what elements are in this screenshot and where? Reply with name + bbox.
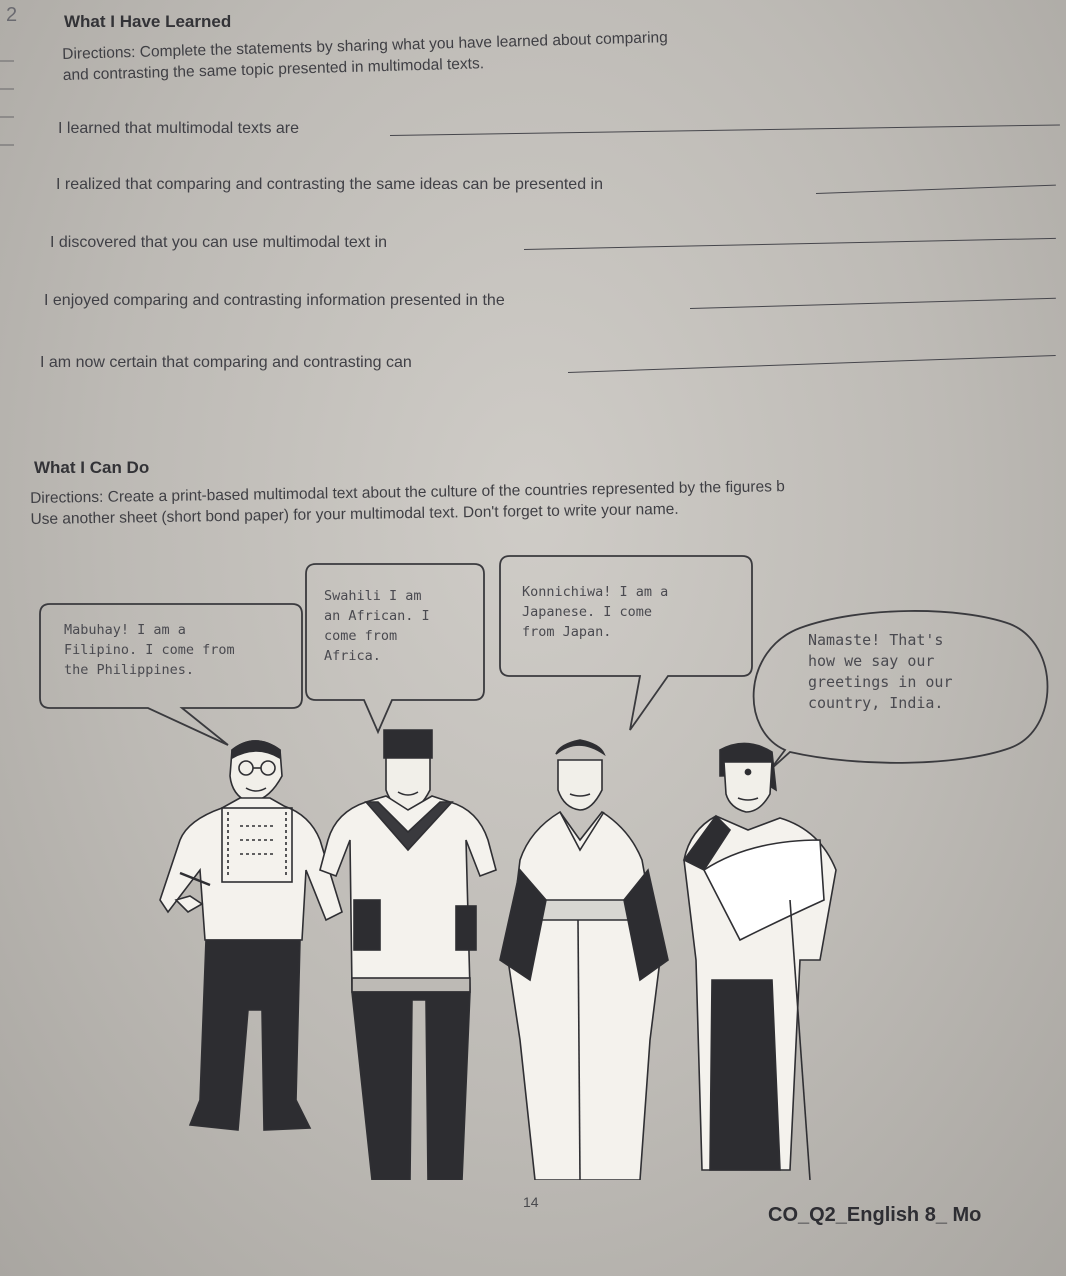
statement-2: I realized that comparing and contrasting the same ideas can be presented in (56, 176, 603, 193)
bubble-text-filipino (64, 620, 235, 680)
directions-line-2: Use another sheet (short bond paper) for your multimodal text. Don't forget to write your name. (30, 500, 679, 528)
figure-filipino (160, 741, 342, 1130)
bubble-line: an African. I (324, 608, 430, 624)
bubble-line: the Philippines. (64, 662, 195, 678)
bubble-line: Filipino. I come from (64, 642, 235, 658)
section-heading-learned: What I Have Learned (64, 12, 232, 31)
statement-3: I discovered that you can use multimodal text in (50, 234, 388, 251)
directions-learned (62, 27, 669, 86)
statement-1: I learned that multimodal texts are (58, 120, 300, 137)
directions-line-1: Directions: Create a print-based multimodal text about the culture of the countries represented by the figures b (30, 478, 785, 507)
directions-line-2: and contrasting the same topic presented in multimodal texts. (62, 55, 485, 84)
answer-blank-3[interactable] (524, 238, 1056, 250)
bubble-text-japanese (522, 582, 668, 642)
bubble-line: Africa. (324, 648, 381, 664)
bubble-line: how we say our (808, 652, 935, 670)
figure-japanese (500, 740, 668, 1180)
answer-blank-5[interactable] (568, 355, 1056, 373)
statement-4: I enjoyed comparing and contrasting information presented in the (44, 292, 505, 309)
section-heading-cando: What I Can Do (34, 458, 150, 477)
bubble-line: come from (324, 628, 398, 644)
bubble-line: Konnichiwa! I am a (522, 584, 669, 600)
directions-line-1: Directions: Complete the statements by sharing what you have learned about comparing (62, 29, 668, 63)
bubble-line: country, India. (808, 694, 944, 712)
margin-mark: 2 (6, 4, 18, 26)
margin-ticks (0, 60, 14, 172)
bubble-line: Japanese. I come (522, 604, 653, 620)
bubble-text-african (324, 586, 430, 666)
bubble-line: greetings in our (808, 673, 953, 691)
bubble-text-indian (808, 630, 953, 714)
directions-cando (30, 476, 785, 530)
bubble-line: from Japan. (522, 624, 612, 640)
answer-blank-1[interactable] (390, 124, 1060, 136)
figure-indian (684, 743, 836, 1180)
answer-blank-4[interactable] (690, 298, 1056, 309)
figure-african (320, 730, 496, 1180)
bubble-line: Swahili I am (324, 588, 422, 604)
bubble-line: Namaste! That's (808, 631, 944, 649)
answer-blank-2[interactable] (816, 185, 1056, 194)
module-code: CO_Q2_English 8_ Mo (768, 1204, 982, 1226)
statement-5: I am now certain that comparing and contrasting can (40, 354, 412, 371)
page-number: 14 (523, 1194, 539, 1210)
bubble-line: Mabuhay! I am a (64, 622, 186, 638)
